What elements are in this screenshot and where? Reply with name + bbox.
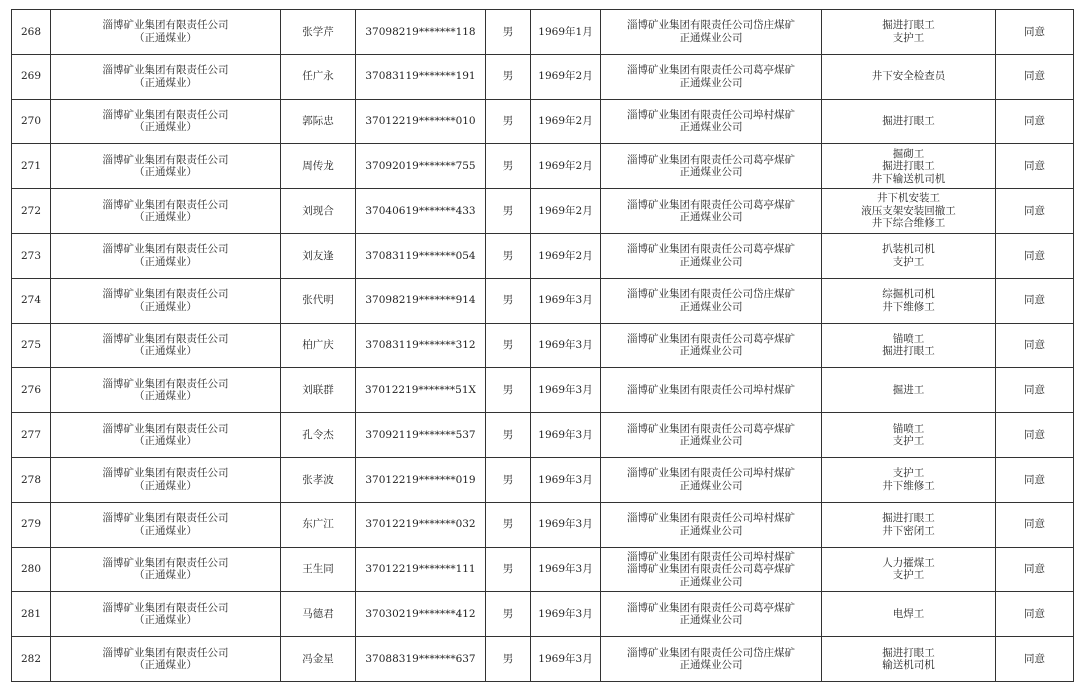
birth-date-cell: 1969年3月 bbox=[531, 637, 601, 682]
opinion-cell: 同意 bbox=[996, 189, 1074, 234]
gender-cell: 男 bbox=[486, 457, 531, 502]
table-row bbox=[12, 502, 1074, 547]
opinion-cell: 同意 bbox=[996, 502, 1074, 547]
employer-cell: 淄博矿业集团有限责任公司 （正通煤业） bbox=[51, 54, 281, 99]
opinion-cell: 同意 bbox=[996, 368, 1074, 413]
row-number: 279 bbox=[12, 502, 51, 547]
opinion-cell: 同意 bbox=[996, 99, 1074, 144]
name-cell: 刘联群 bbox=[281, 368, 356, 413]
job-type-cell: 锚喷工 支护工 bbox=[822, 413, 996, 458]
name-cell: 冯金星 bbox=[281, 637, 356, 682]
name-cell: 郭际忠 bbox=[281, 99, 356, 144]
row-number: 276 bbox=[12, 368, 51, 413]
birth-date-cell: 1969年2月 bbox=[531, 54, 601, 99]
employer-cell: 淄博矿业集团有限责任公司 （正通煤业） bbox=[51, 502, 281, 547]
work-unit-cell: 淄博矿业集团有限责任公司葛亭煤矿 正通煤业公司 bbox=[601, 592, 822, 637]
table-row bbox=[12, 592, 1074, 637]
id-number-cell: 37012219*******111 bbox=[356, 547, 486, 592]
table-row bbox=[12, 413, 1074, 458]
gender-cell: 男 bbox=[486, 54, 531, 99]
gender-cell: 男 bbox=[486, 189, 531, 234]
opinion-cell: 同意 bbox=[996, 323, 1074, 368]
id-number-cell: 37040619*******433 bbox=[356, 189, 486, 234]
birth-date-cell: 1969年3月 bbox=[531, 413, 601, 458]
job-type-cell: 锚喷工 掘进打眼工 bbox=[822, 323, 996, 368]
table-row bbox=[12, 278, 1074, 323]
gender-cell: 男 bbox=[486, 413, 531, 458]
row-number: 280 bbox=[12, 547, 51, 592]
gender-cell: 男 bbox=[486, 368, 531, 413]
birth-date-cell: 1969年3月 bbox=[531, 547, 601, 592]
row-number: 270 bbox=[12, 99, 51, 144]
table-row bbox=[12, 54, 1074, 99]
name-cell: 孔令杰 bbox=[281, 413, 356, 458]
job-type-cell: 人力攉煤工 支护工 bbox=[822, 547, 996, 592]
name-cell: 张孝波 bbox=[281, 457, 356, 502]
name-cell: 刘友逢 bbox=[281, 233, 356, 278]
employer-cell: 淄博矿业集团有限责任公司 （正通煤业） bbox=[51, 10, 281, 55]
birth-date-cell: 1969年2月 bbox=[531, 189, 601, 234]
id-number-cell: 37012219*******51X bbox=[356, 368, 486, 413]
work-unit-cell: 淄博矿业集团有限责任公司埠村煤矿 正通煤业公司 bbox=[601, 502, 822, 547]
birth-date-cell: 1969年3月 bbox=[531, 457, 601, 502]
gender-cell: 男 bbox=[486, 637, 531, 682]
opinion-cell: 同意 bbox=[996, 54, 1074, 99]
work-unit-cell: 淄博矿业集团有限责任公司岱庄煤矿 正通煤业公司 bbox=[601, 278, 822, 323]
id-number-cell: 37083119*******312 bbox=[356, 323, 486, 368]
employer-cell: 淄博矿业集团有限责任公司 （正通煤业） bbox=[51, 457, 281, 502]
birth-date-cell: 1969年3月 bbox=[531, 592, 601, 637]
gender-cell: 男 bbox=[486, 323, 531, 368]
employer-cell: 淄博矿业集团有限责任公司 （正通煤业） bbox=[51, 99, 281, 144]
gender-cell: 男 bbox=[486, 144, 531, 189]
opinion-cell: 同意 bbox=[996, 233, 1074, 278]
table-row bbox=[12, 547, 1074, 592]
work-unit-cell: 淄博矿业集团有限责任公司葛亭煤矿 正通煤业公司 bbox=[601, 144, 822, 189]
job-type-cell: 掘进工 bbox=[822, 368, 996, 413]
row-number: 273 bbox=[12, 233, 51, 278]
employer-cell: 淄博矿业集团有限责任公司 （正通煤业） bbox=[51, 323, 281, 368]
birth-date-cell: 1969年1月 bbox=[531, 10, 601, 55]
row-number: 277 bbox=[12, 413, 51, 458]
work-unit-cell: 淄博矿业集团有限责任公司葛亭煤矿 正通煤业公司 bbox=[601, 54, 822, 99]
work-unit-cell: 淄博矿业集团有限责任公司埠村煤矿 bbox=[601, 368, 822, 413]
table-row bbox=[12, 457, 1074, 502]
work-unit-cell: 淄博矿业集团有限责任公司岱庄煤矿 正通煤业公司 bbox=[601, 10, 822, 55]
job-type-cell: 井下机安装工 液压支架安装回撤工 井下综合维修工 bbox=[822, 189, 996, 234]
job-type-cell: 支护工 井下维修工 bbox=[822, 457, 996, 502]
table-row bbox=[12, 637, 1074, 682]
table-row bbox=[12, 189, 1074, 234]
table-row bbox=[12, 323, 1074, 368]
employer-cell: 淄博矿业集团有限责任公司 （正通煤业） bbox=[51, 144, 281, 189]
table-row bbox=[12, 368, 1074, 413]
id-number-cell: 37012219*******032 bbox=[356, 502, 486, 547]
id-number-cell: 37012219*******019 bbox=[356, 457, 486, 502]
row-number: 281 bbox=[12, 592, 51, 637]
opinion-cell: 同意 bbox=[996, 144, 1074, 189]
employer-cell: 淄博矿业集团有限责任公司 （正通煤业） bbox=[51, 413, 281, 458]
name-cell: 任广永 bbox=[281, 54, 356, 99]
employer-cell: 淄博矿业集团有限责任公司 （正通煤业） bbox=[51, 368, 281, 413]
gender-cell: 男 bbox=[486, 547, 531, 592]
employer-cell: 淄博矿业集团有限责任公司 （正通煤业） bbox=[51, 547, 281, 592]
name-cell: 东广江 bbox=[281, 502, 356, 547]
opinion-cell: 同意 bbox=[996, 592, 1074, 637]
id-number-cell: 37092119*******537 bbox=[356, 413, 486, 458]
name-cell: 张学芹 bbox=[281, 10, 356, 55]
opinion-cell: 同意 bbox=[996, 547, 1074, 592]
row-number: 274 bbox=[12, 278, 51, 323]
work-unit-cell: 淄博矿业集团有限责任公司葛亭煤矿 正通煤业公司 bbox=[601, 189, 822, 234]
id-number-cell: 37030219*******412 bbox=[356, 592, 486, 637]
row-number: 278 bbox=[12, 457, 51, 502]
opinion-cell: 同意 bbox=[996, 637, 1074, 682]
id-number-cell: 37098219*******118 bbox=[356, 10, 486, 55]
birth-date-cell: 1969年2月 bbox=[531, 233, 601, 278]
employer-cell: 淄博矿业集团有限责任公司 （正通煤业） bbox=[51, 592, 281, 637]
birth-date-cell: 1969年3月 bbox=[531, 278, 601, 323]
employer-cell: 淄博矿业集团有限责任公司 （正通煤业） bbox=[51, 637, 281, 682]
row-number: 269 bbox=[12, 54, 51, 99]
job-type-cell: 扒装机司机 支护工 bbox=[822, 233, 996, 278]
name-cell: 周传龙 bbox=[281, 144, 356, 189]
gender-cell: 男 bbox=[486, 10, 531, 55]
job-type-cell: 井下安全检查员 bbox=[822, 54, 996, 99]
work-unit-cell: 淄博矿业集团有限责任公司葛亭煤矿 正通煤业公司 bbox=[601, 413, 822, 458]
work-unit-cell: 淄博矿业集团有限责任公司葛亭煤矿 正通煤业公司 bbox=[601, 323, 822, 368]
table-row bbox=[12, 99, 1074, 144]
table-row bbox=[12, 144, 1074, 189]
employer-cell: 淄博矿业集团有限责任公司 （正通煤业） bbox=[51, 233, 281, 278]
work-unit-cell: 淄博矿业集团有限责任公司埠村煤矿 正通煤业公司 bbox=[601, 99, 822, 144]
work-unit-cell: 淄博矿业集团有限责任公司岱庄煤矿 正通煤业公司 bbox=[601, 637, 822, 682]
id-number-cell: 37083119*******054 bbox=[356, 233, 486, 278]
row-number: 275 bbox=[12, 323, 51, 368]
table-row bbox=[12, 233, 1074, 278]
personnel-table bbox=[11, 9, 1074, 682]
birth-date-cell: 1969年2月 bbox=[531, 99, 601, 144]
opinion-cell: 同意 bbox=[996, 278, 1074, 323]
name-cell: 张代明 bbox=[281, 278, 356, 323]
gender-cell: 男 bbox=[486, 99, 531, 144]
id-number-cell: 37083119*******191 bbox=[356, 54, 486, 99]
work-unit-cell: 淄博矿业集团有限责任公司埠村煤矿 正通煤业公司 bbox=[601, 457, 822, 502]
job-type-cell: 掘砌工 掘进打眼工 井下输送机司机 bbox=[822, 144, 996, 189]
id-number-cell: 37088319*******637 bbox=[356, 637, 486, 682]
gender-cell: 男 bbox=[486, 502, 531, 547]
opinion-cell: 同意 bbox=[996, 413, 1074, 458]
name-cell: 王生同 bbox=[281, 547, 356, 592]
job-type-cell: 掘进打眼工 输送机司机 bbox=[822, 637, 996, 682]
job-type-cell: 掘进打眼工 bbox=[822, 99, 996, 144]
job-type-cell: 电焊工 bbox=[822, 592, 996, 637]
table-row bbox=[12, 10, 1074, 55]
employer-cell: 淄博矿业集团有限责任公司 （正通煤业） bbox=[51, 278, 281, 323]
birth-date-cell: 1969年3月 bbox=[531, 323, 601, 368]
id-number-cell: 37092019*******755 bbox=[356, 144, 486, 189]
birth-date-cell: 1969年2月 bbox=[531, 144, 601, 189]
gender-cell: 男 bbox=[486, 592, 531, 637]
work-unit-cell: 淄博矿业集团有限责任公司葛亭煤矿 正通煤业公司 bbox=[601, 233, 822, 278]
row-number: 268 bbox=[12, 10, 51, 55]
job-type-cell: 综掘机司机 井下维修工 bbox=[822, 278, 996, 323]
row-number: 272 bbox=[12, 189, 51, 234]
id-number-cell: 37012219*******010 bbox=[356, 99, 486, 144]
birth-date-cell: 1969年3月 bbox=[531, 502, 601, 547]
gender-cell: 男 bbox=[486, 233, 531, 278]
work-unit-cell: 淄博矿业集团有限责任公司埠村煤矿 淄博矿业集团有限责任公司葛亭煤矿 正通煤业公司 bbox=[601, 547, 822, 592]
name-cell: 刘现合 bbox=[281, 189, 356, 234]
employer-cell: 淄博矿业集团有限责任公司 （正通煤业） bbox=[51, 189, 281, 234]
name-cell: 柏广庆 bbox=[281, 323, 356, 368]
name-cell: 马德君 bbox=[281, 592, 356, 637]
gender-cell: 男 bbox=[486, 278, 531, 323]
row-number: 271 bbox=[12, 144, 51, 189]
row-number: 282 bbox=[12, 637, 51, 682]
birth-date-cell: 1969年3月 bbox=[531, 368, 601, 413]
job-type-cell: 掘进打眼工 支护工 bbox=[822, 10, 996, 55]
opinion-cell: 同意 bbox=[996, 457, 1074, 502]
id-number-cell: 37098219*******914 bbox=[356, 278, 486, 323]
opinion-cell: 同意 bbox=[996, 10, 1074, 55]
job-type-cell: 掘进打眼工 井下密闭工 bbox=[822, 502, 996, 547]
